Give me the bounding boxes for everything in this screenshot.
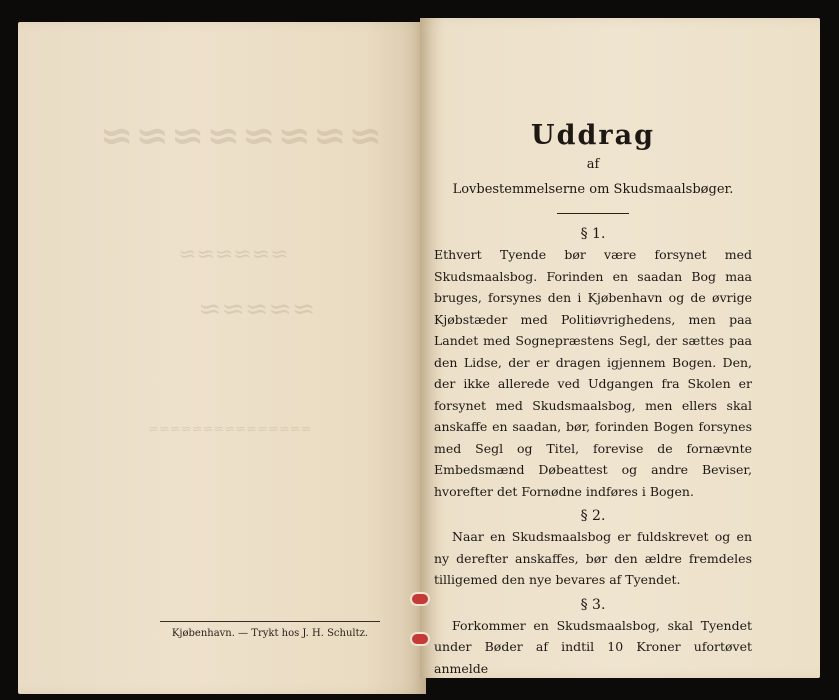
show-through-text: [58, 92, 388, 472]
binding-thread: [412, 594, 428, 604]
subtitle-connector: af: [586, 157, 600, 172]
ghost-line: ≈≈≈≈≈: [198, 292, 316, 325]
ghost-line: ≈≈≈≈≈≈: [178, 242, 289, 267]
section-mark: § 1.: [580, 226, 606, 242]
printer-imprint: Kjøbenhavn. — Trykt hos J. H. Schultz.: [171, 628, 369, 639]
section-paragraph: Forkommer en Skudsmaalsbog, skal Tyendet under Bøder af indtil 10 Kroner ufortøvet anmelde: [434, 617, 752, 676]
section-mark: § 2.: [580, 508, 606, 524]
right-page-text: [434, 120, 752, 685]
binding-thread: [412, 634, 428, 644]
page-title: Uddrag: [531, 120, 655, 151]
ghost-heading: ≈≈≈≈≈≈≈≈: [98, 112, 383, 159]
left-page: [18, 22, 426, 694]
section-paragraph: Ethvert Tyende bør være forsynet med Skudsmaalsbog. Forinden en saadan Bog maa bruges, forsynes den i Kjøbenhavn og de øvrige Kjøbstæder med Politiøvrighedens, men paa Landet med Sognepræstens Segl, der sættes paa den Lidse, der er dragen igjennem Bogen. Den, der ikke allerede ved Udgangen fra Skolen er forsynet med Skudsmaalsbog, men ellers skal anskaffe en saadan, bør, forinden Bogen forsynes med Segl og Titel, forevise de fornævnte Embedsmænd Døbeattest og andre Beviser, hvorefter det Fornødne indføres i Bogen.: [434, 247, 752, 499]
section-paragraph: Naar en Skudsmaalsbog er fuldskrevet og en ny derefter anskaffes, bør den ældre fremdeles tilligemed den nye bevares af Tyendet.: [434, 529, 752, 587]
ghost-line: ≈≈≈≈≈≈≈≈≈≈≈≈≈≈≈: [148, 422, 312, 437]
page-subtitle: Lovbestemmelserne om Skudsmaalsbøger.: [452, 182, 734, 197]
section-mark: § 3.: [580, 596, 606, 613]
imprint-rule: [160, 621, 380, 622]
title-rule: [557, 213, 629, 214]
